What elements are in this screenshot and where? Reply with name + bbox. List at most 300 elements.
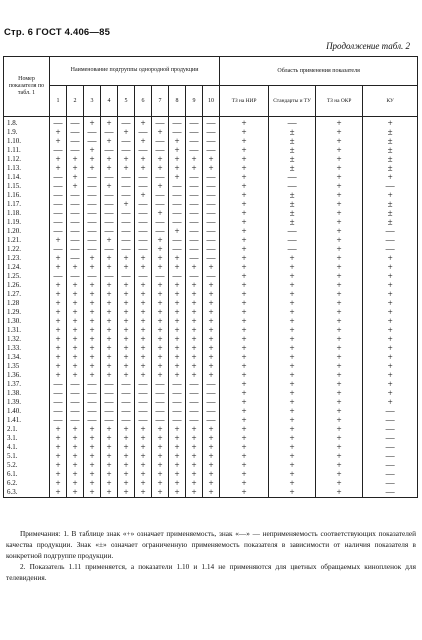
applicability-mark-cell: — <box>101 173 118 182</box>
applicability-mark-cell: + <box>50 164 67 173</box>
applicability-mark-cell: — <box>169 272 186 281</box>
applicability-mark-cell: + <box>67 443 84 452</box>
applicability-mark-cell: + <box>152 281 169 290</box>
applicability-mark-cell: + <box>363 389 418 398</box>
applicability-mark-cell: + <box>50 155 67 164</box>
applicability-mark-cell: + <box>203 479 220 488</box>
applicability-mark-cell: + <box>203 344 220 353</box>
indicator-number-cell: 1.35 <box>4 362 50 371</box>
applicability-mark-cell: + <box>135 254 152 263</box>
applicability-mark-cell: + <box>84 425 101 434</box>
applicability-mark-cell: + <box>101 254 118 263</box>
applicability-mark-cell: — <box>50 389 67 398</box>
applicability-mark-cell: + <box>101 434 118 443</box>
group-column-header: 5 <box>118 86 135 117</box>
applicability-mark-cell: + <box>269 317 316 326</box>
applicability-mark-cell: — <box>67 254 84 263</box>
applicability-mark-cell: + <box>152 452 169 461</box>
applicability-mark-cell: — <box>203 146 220 155</box>
applicability-mark-cell: — <box>135 272 152 281</box>
applicability-mark-cell: + <box>50 488 67 498</box>
applicability-mark-cell: — <box>169 380 186 389</box>
applicability-mark-cell: — <box>135 245 152 254</box>
applicability-mark-cell: + <box>169 155 186 164</box>
applicability-mark-cell: — <box>101 209 118 218</box>
applicability-mark-cell: + <box>269 362 316 371</box>
applicability-mark-cell: + <box>50 263 67 272</box>
applicability-mark-cell: + <box>67 371 84 380</box>
applicability-mark-cell: — <box>84 218 101 227</box>
applicability-mark-cell: + <box>84 362 101 371</box>
indicator-number-cell: 3.1. <box>4 434 50 443</box>
applicability-mark-cell: — <box>50 398 67 407</box>
applicability-mark-cell: + <box>363 317 418 326</box>
applicability-mark-cell: — <box>135 218 152 227</box>
applicability-mark-cell: — <box>101 389 118 398</box>
applicability-mark-cell: + <box>50 290 67 299</box>
applicability-mark-cell: — <box>203 236 220 245</box>
applicability-mark-cell: + <box>169 173 186 182</box>
applicability-mark-cell: — <box>169 236 186 245</box>
applicability-mark-cell: + <box>50 254 67 263</box>
applicability-mark-cell: + <box>186 290 203 299</box>
applicability-mark-cell: — <box>135 146 152 155</box>
applicability-mark-cell: + <box>269 299 316 308</box>
applicability-mark-cell: + <box>152 335 169 344</box>
applicability-mark-cell: + <box>186 299 203 308</box>
applicability-mark-cell: — <box>67 218 84 227</box>
group-column-header: 8 <box>169 86 186 117</box>
applicability-mark-cell: + <box>269 254 316 263</box>
applicability-mark-cell: + <box>118 308 135 317</box>
applicability-mark-cell: + <box>220 452 269 461</box>
applicability-mark-cell: ± <box>363 128 418 137</box>
applicability-mark-cell: — <box>169 218 186 227</box>
applicability-mark-cell: + <box>118 263 135 272</box>
applicability-mark-cell: + <box>50 479 67 488</box>
applicability-mark-cell: + <box>316 398 363 407</box>
applicability-mark-cell: — <box>118 146 135 155</box>
applicability-mark-cell: — <box>152 146 169 155</box>
applicability-mark-cell: + <box>67 155 84 164</box>
applicability-mark-cell: + <box>152 263 169 272</box>
group-column-header: 1 <box>50 86 67 117</box>
applicability-mark-cell: + <box>316 263 363 272</box>
applicability-mark-cell: — <box>84 380 101 389</box>
applicability-mark-cell: — <box>203 191 220 200</box>
applicability-mark-cell: + <box>101 155 118 164</box>
applicability-mark-cell: — <box>186 218 203 227</box>
group-column-header: 4 <box>101 86 118 117</box>
group-column-header: 7 <box>152 86 169 117</box>
indicator-number-cell: 1.13. <box>4 164 50 173</box>
applicability-mark-cell: + <box>169 326 186 335</box>
indicator-number-cell: 1.25. <box>4 272 50 281</box>
applicability-mark-cell: + <box>118 128 135 137</box>
applicability-mark-cell: — <box>84 191 101 200</box>
applicability-mark-cell: — <box>67 236 84 245</box>
applicability-mark-cell: + <box>169 227 186 236</box>
applicability-mark-cell: + <box>316 416 363 425</box>
applicability-mark-cell: + <box>186 164 203 173</box>
applicability-mark-cell: + <box>316 164 363 173</box>
applicability-mark-cell: + <box>152 326 169 335</box>
applicability-mark-cell: — <box>118 236 135 245</box>
applicability-mark-cell: — <box>363 236 418 245</box>
applicability-mark-cell: + <box>101 470 118 479</box>
applicability-mark-cell: + <box>220 461 269 470</box>
applicability-mark-cell: + <box>269 407 316 416</box>
applicability-mark-cell: + <box>152 164 169 173</box>
applicability-mark-cell: + <box>316 209 363 218</box>
applicability-mark-cell: — <box>135 236 152 245</box>
applicability-mark-cell: + <box>269 290 316 299</box>
applicability-mark-cell: + <box>203 335 220 344</box>
applicability-mark-cell: + <box>363 335 418 344</box>
applicability-mark-cell: + <box>363 326 418 335</box>
applicability-mark-cell: + <box>84 117 101 129</box>
applicability-mark-cell: — <box>363 434 418 443</box>
applicability-mark-cell: + <box>135 335 152 344</box>
applicability-mark-cell: — <box>67 389 84 398</box>
applicability-mark-cell: + <box>363 362 418 371</box>
applicability-mark-cell: + <box>67 434 84 443</box>
applicability-mark-cell: — <box>152 380 169 389</box>
applicability-mark-cell: + <box>101 236 118 245</box>
applicability-mark-cell: — <box>67 245 84 254</box>
applicability-mark-cell: + <box>67 281 84 290</box>
applicability-mark-cell: — <box>84 272 101 281</box>
applicability-mark-cell: + <box>316 425 363 434</box>
applicability-mark-cell: — <box>84 200 101 209</box>
applicability-mark-cell: + <box>220 182 269 191</box>
applicability-mark-cell: + <box>316 380 363 389</box>
applicability-mark-cell: + <box>118 200 135 209</box>
applicability-mark-cell: — <box>169 389 186 398</box>
indicator-number-cell: 6.3. <box>4 488 50 498</box>
applicability-mark-cell: — <box>169 182 186 191</box>
applicability-mark-cell: + <box>363 308 418 317</box>
applicability-mark-cell: + <box>118 155 135 164</box>
applicability-mark-cell: ± <box>363 218 418 227</box>
applicability-mark-cell: + <box>220 209 269 218</box>
applicability-mark-cell: + <box>84 371 101 380</box>
applicability-mark-cell: + <box>84 299 101 308</box>
applicability-mark-cell: + <box>203 299 220 308</box>
applicability-mark-cell: — <box>363 488 418 498</box>
applicability-mark-cell: ± <box>269 200 316 209</box>
applicability-mark-cell: — <box>135 407 152 416</box>
applicability-mark-cell: + <box>135 299 152 308</box>
applicability-mark-cell: + <box>316 308 363 317</box>
applicability-mark-cell: + <box>67 317 84 326</box>
applicability-mark-cell: — <box>186 398 203 407</box>
applicability-mark-cell: ± <box>269 164 316 173</box>
applicability-mark-cell: + <box>84 290 101 299</box>
indicator-number-cell: 1.36. <box>4 371 50 380</box>
applicability-mark-cell: + <box>269 326 316 335</box>
applicability-mark-cell: + <box>316 290 363 299</box>
applicability-mark-cell: + <box>50 281 67 290</box>
applicability-mark-cell: + <box>101 299 118 308</box>
applicability-mark-cell: + <box>152 299 169 308</box>
applicability-mark-cell: + <box>269 371 316 380</box>
applicability-mark-cell: + <box>118 290 135 299</box>
applicability-mark-cell: + <box>203 425 220 434</box>
group-column-header: 9 <box>186 86 203 117</box>
applicability-mark-cell: — <box>118 380 135 389</box>
applicability-mark-cell: — <box>186 236 203 245</box>
applicability-mark-cell: + <box>169 344 186 353</box>
applicability-mark-cell: — <box>363 461 418 470</box>
applicability-mark-cell: + <box>67 335 84 344</box>
applicability-mark-cell: + <box>152 155 169 164</box>
applicability-mark-cell: — <box>203 398 220 407</box>
product-group-header: Наименование подгруппы однородной продукции <box>50 57 220 86</box>
indicator-number-cell: 1.11. <box>4 146 50 155</box>
applicability-mark-cell: — <box>169 407 186 416</box>
applicability-mark-cell: + <box>118 164 135 173</box>
applicability-mark-cell: ± <box>269 209 316 218</box>
applicability-mark-cell: — <box>152 227 169 236</box>
applicability-mark-cell: — <box>50 191 67 200</box>
applicability-mark-cell: + <box>203 155 220 164</box>
applicability-mark-cell: + <box>169 362 186 371</box>
applicability-mark-cell: — <box>203 209 220 218</box>
applicability-table <box>3 56 418 498</box>
applicability-mark-cell: + <box>152 425 169 434</box>
applicability-mark-cell: + <box>169 371 186 380</box>
applicability-mark-cell: — <box>50 380 67 389</box>
applicability-mark-cell: + <box>269 479 316 488</box>
applicability-mark-cell: + <box>84 470 101 479</box>
applicability-mark-cell: — <box>50 117 67 129</box>
applicability-mark-cell: + <box>84 155 101 164</box>
applicability-mark-cell: + <box>67 326 84 335</box>
applicability-mark-cell: + <box>169 434 186 443</box>
applicability-mark-cell: — <box>101 398 118 407</box>
applicability-mark-cell: + <box>220 146 269 155</box>
applicability-mark-cell: + <box>84 164 101 173</box>
applicability-mark-cell: + <box>269 263 316 272</box>
applicability-mark-cell: + <box>101 344 118 353</box>
applicability-mark-cell: + <box>316 443 363 452</box>
applicability-mark-cell: + <box>363 290 418 299</box>
applicability-mark-cell: + <box>220 164 269 173</box>
applicability-mark-cell: + <box>186 281 203 290</box>
applicability-mark-cell: + <box>101 479 118 488</box>
applicability-mark-cell: + <box>152 443 169 452</box>
applicability-mark-cell: — <box>67 416 84 425</box>
applicability-mark-cell: + <box>269 389 316 398</box>
applicability-mark-cell: — <box>135 398 152 407</box>
indicator-number-cell: 1.22. <box>4 245 50 254</box>
applicability-mark-cell: + <box>135 488 152 498</box>
applicability-mark-cell: + <box>363 173 418 182</box>
applicability-mark-cell: — <box>269 182 316 191</box>
applicability-mark-cell: + <box>84 488 101 498</box>
applicability-mark-cell: + <box>67 425 84 434</box>
applicability-mark-cell: — <box>152 200 169 209</box>
applicability-mark-cell: + <box>50 317 67 326</box>
applicability-mark-cell: + <box>316 335 363 344</box>
applicability-mark-cell: + <box>316 479 363 488</box>
applicability-mark-cell: + <box>186 263 203 272</box>
applicability-mark-cell: — <box>186 245 203 254</box>
applicability-mark-cell: — <box>67 209 84 218</box>
applicability-mark-cell: + <box>316 117 363 129</box>
applicability-mark-cell: + <box>101 290 118 299</box>
applicability-mark-cell: + <box>316 461 363 470</box>
applicability-mark-cell: + <box>220 191 269 200</box>
applicability-mark-cell: — <box>118 218 135 227</box>
table-continuation-label: Продолжение табл. 2 <box>326 41 410 51</box>
applicability-mark-cell: + <box>186 470 203 479</box>
applicability-mark-cell: + <box>67 299 84 308</box>
applicability-mark-cell: + <box>135 461 152 470</box>
applicability-mark-cell: + <box>67 470 84 479</box>
applicability-mark-cell: — <box>363 407 418 416</box>
indicator-number-cell: 1.17. <box>4 200 50 209</box>
applicability-mark-cell: + <box>269 452 316 461</box>
applicability-mark-cell: + <box>316 137 363 146</box>
indicator-number-cell: 1.41. <box>4 416 50 425</box>
applicability-mark-cell: + <box>220 344 269 353</box>
applicability-mark-cell: — <box>186 191 203 200</box>
applicability-mark-cell: + <box>169 290 186 299</box>
applicability-mark-cell: + <box>169 443 186 452</box>
indicator-number-cell: 1.15. <box>4 182 50 191</box>
applicability-mark-cell: — <box>84 407 101 416</box>
applicability-mark-cell: — <box>152 137 169 146</box>
applicability-mark-cell: + <box>316 227 363 236</box>
applicability-mark-cell: + <box>152 353 169 362</box>
applicability-mark-cell: + <box>169 479 186 488</box>
applicability-mark-cell: + <box>118 479 135 488</box>
applicability-mark-cell: + <box>169 452 186 461</box>
applicability-mark-cell: — <box>363 470 418 479</box>
applicability-mark-cell: — <box>203 227 220 236</box>
applicability-mark-cell: + <box>135 137 152 146</box>
applicability-mark-cell: + <box>186 479 203 488</box>
applicability-mark-cell: + <box>84 434 101 443</box>
applicability-mark-cell: + <box>118 488 135 498</box>
applicability-mark-cell: + <box>135 263 152 272</box>
applicability-mark-cell: + <box>84 281 101 290</box>
applicability-mark-cell: — <box>363 479 418 488</box>
applicability-mark-cell: — <box>135 128 152 137</box>
applicability-mark-cell: — <box>118 398 135 407</box>
applicability-mark-cell: + <box>203 371 220 380</box>
applicability-mark-cell: + <box>135 308 152 317</box>
applicability-mark-cell: + <box>169 317 186 326</box>
applicability-mark-cell: ± <box>269 137 316 146</box>
applicability-mark-cell: + <box>118 362 135 371</box>
applicability-mark-cell: ± <box>269 128 316 137</box>
applicability-mark-cell: — <box>135 200 152 209</box>
indicator-number-cell: 5.2. <box>4 461 50 470</box>
applicability-mark-cell: + <box>135 317 152 326</box>
applicability-mark-cell: + <box>101 317 118 326</box>
applicability-mark-cell: — <box>135 173 152 182</box>
applicability-mark-cell: + <box>316 218 363 227</box>
applicability-mark-cell: + <box>169 146 186 155</box>
applicability-mark-cell: + <box>316 299 363 308</box>
applicability-mark-cell: + <box>186 344 203 353</box>
indicator-number-cell: 1.23. <box>4 254 50 263</box>
applicability-mark-cell: + <box>101 425 118 434</box>
applicability-mark-cell: — <box>67 398 84 407</box>
applicability-mark-cell: — <box>269 117 316 129</box>
applicability-mark-cell: — <box>203 200 220 209</box>
applicability-mark-cell: — <box>186 227 203 236</box>
applicability-mark-cell: + <box>118 317 135 326</box>
applicability-mark-cell: + <box>118 434 135 443</box>
applicability-mark-cell: — <box>101 128 118 137</box>
applicability-mark-cell: + <box>152 434 169 443</box>
applicability-mark-cell: — <box>118 191 135 200</box>
indicator-number-cell: 1.37. <box>4 380 50 389</box>
applicability-mark-cell: + <box>67 353 84 362</box>
applicability-mark-cell: — <box>135 416 152 425</box>
applicability-mark-cell: — <box>186 117 203 129</box>
applicability-mark-cell: + <box>152 209 169 218</box>
applicability-mark-cell: — <box>101 146 118 155</box>
applicability-mark-cell: — <box>169 209 186 218</box>
applicability-mark-cell: + <box>67 461 84 470</box>
indicator-number-cell: 1.30. <box>4 317 50 326</box>
applicability-mark-cell: — <box>152 389 169 398</box>
applicability-mark-cell: + <box>50 452 67 461</box>
applicability-mark-cell: + <box>269 443 316 452</box>
applicability-mark-cell: ± <box>363 155 418 164</box>
indicator-number-cell: 1.10. <box>4 137 50 146</box>
applicability-mark-cell: + <box>169 470 186 479</box>
applicability-mark-cell: + <box>316 272 363 281</box>
applicability-mark-cell: — <box>203 245 220 254</box>
applicability-mark-cell: — <box>363 245 418 254</box>
applicability-mark-cell: — <box>67 407 84 416</box>
applicability-mark-cell: — <box>152 117 169 129</box>
applicability-mark-cell: + <box>316 191 363 200</box>
applicability-mark-cell: — <box>101 407 118 416</box>
applicability-mark-cell: + <box>152 254 169 263</box>
applicability-mark-cell: — <box>101 200 118 209</box>
applicability-mark-cell: + <box>50 326 67 335</box>
applicability-mark-cell: — <box>101 218 118 227</box>
group-column-header: 6 <box>135 86 152 117</box>
group-column-header: 10 <box>203 86 220 117</box>
applicability-mark-cell: + <box>316 389 363 398</box>
applicability-mark-cell: + <box>50 299 67 308</box>
applicability-mark-cell: + <box>67 479 84 488</box>
indicator-number-cell: 1.21. <box>4 236 50 245</box>
applicability-mark-cell: + <box>84 263 101 272</box>
applicability-mark-cell: + <box>50 434 67 443</box>
applicability-mark-cell: + <box>118 353 135 362</box>
applicability-mark-cell: + <box>220 407 269 416</box>
applicability-mark-cell: + <box>220 326 269 335</box>
applicability-mark-cell: + <box>118 299 135 308</box>
applicability-mark-cell: + <box>67 263 84 272</box>
applicability-mark-cell: + <box>203 470 220 479</box>
applicability-mark-cell: + <box>269 281 316 290</box>
applicability-mark-cell: + <box>84 353 101 362</box>
indicator-number-cell: 1.29. <box>4 308 50 317</box>
applicability-mark-cell: + <box>220 236 269 245</box>
applicability-mark-cell: — <box>50 227 67 236</box>
applicability-mark-cell: + <box>186 335 203 344</box>
